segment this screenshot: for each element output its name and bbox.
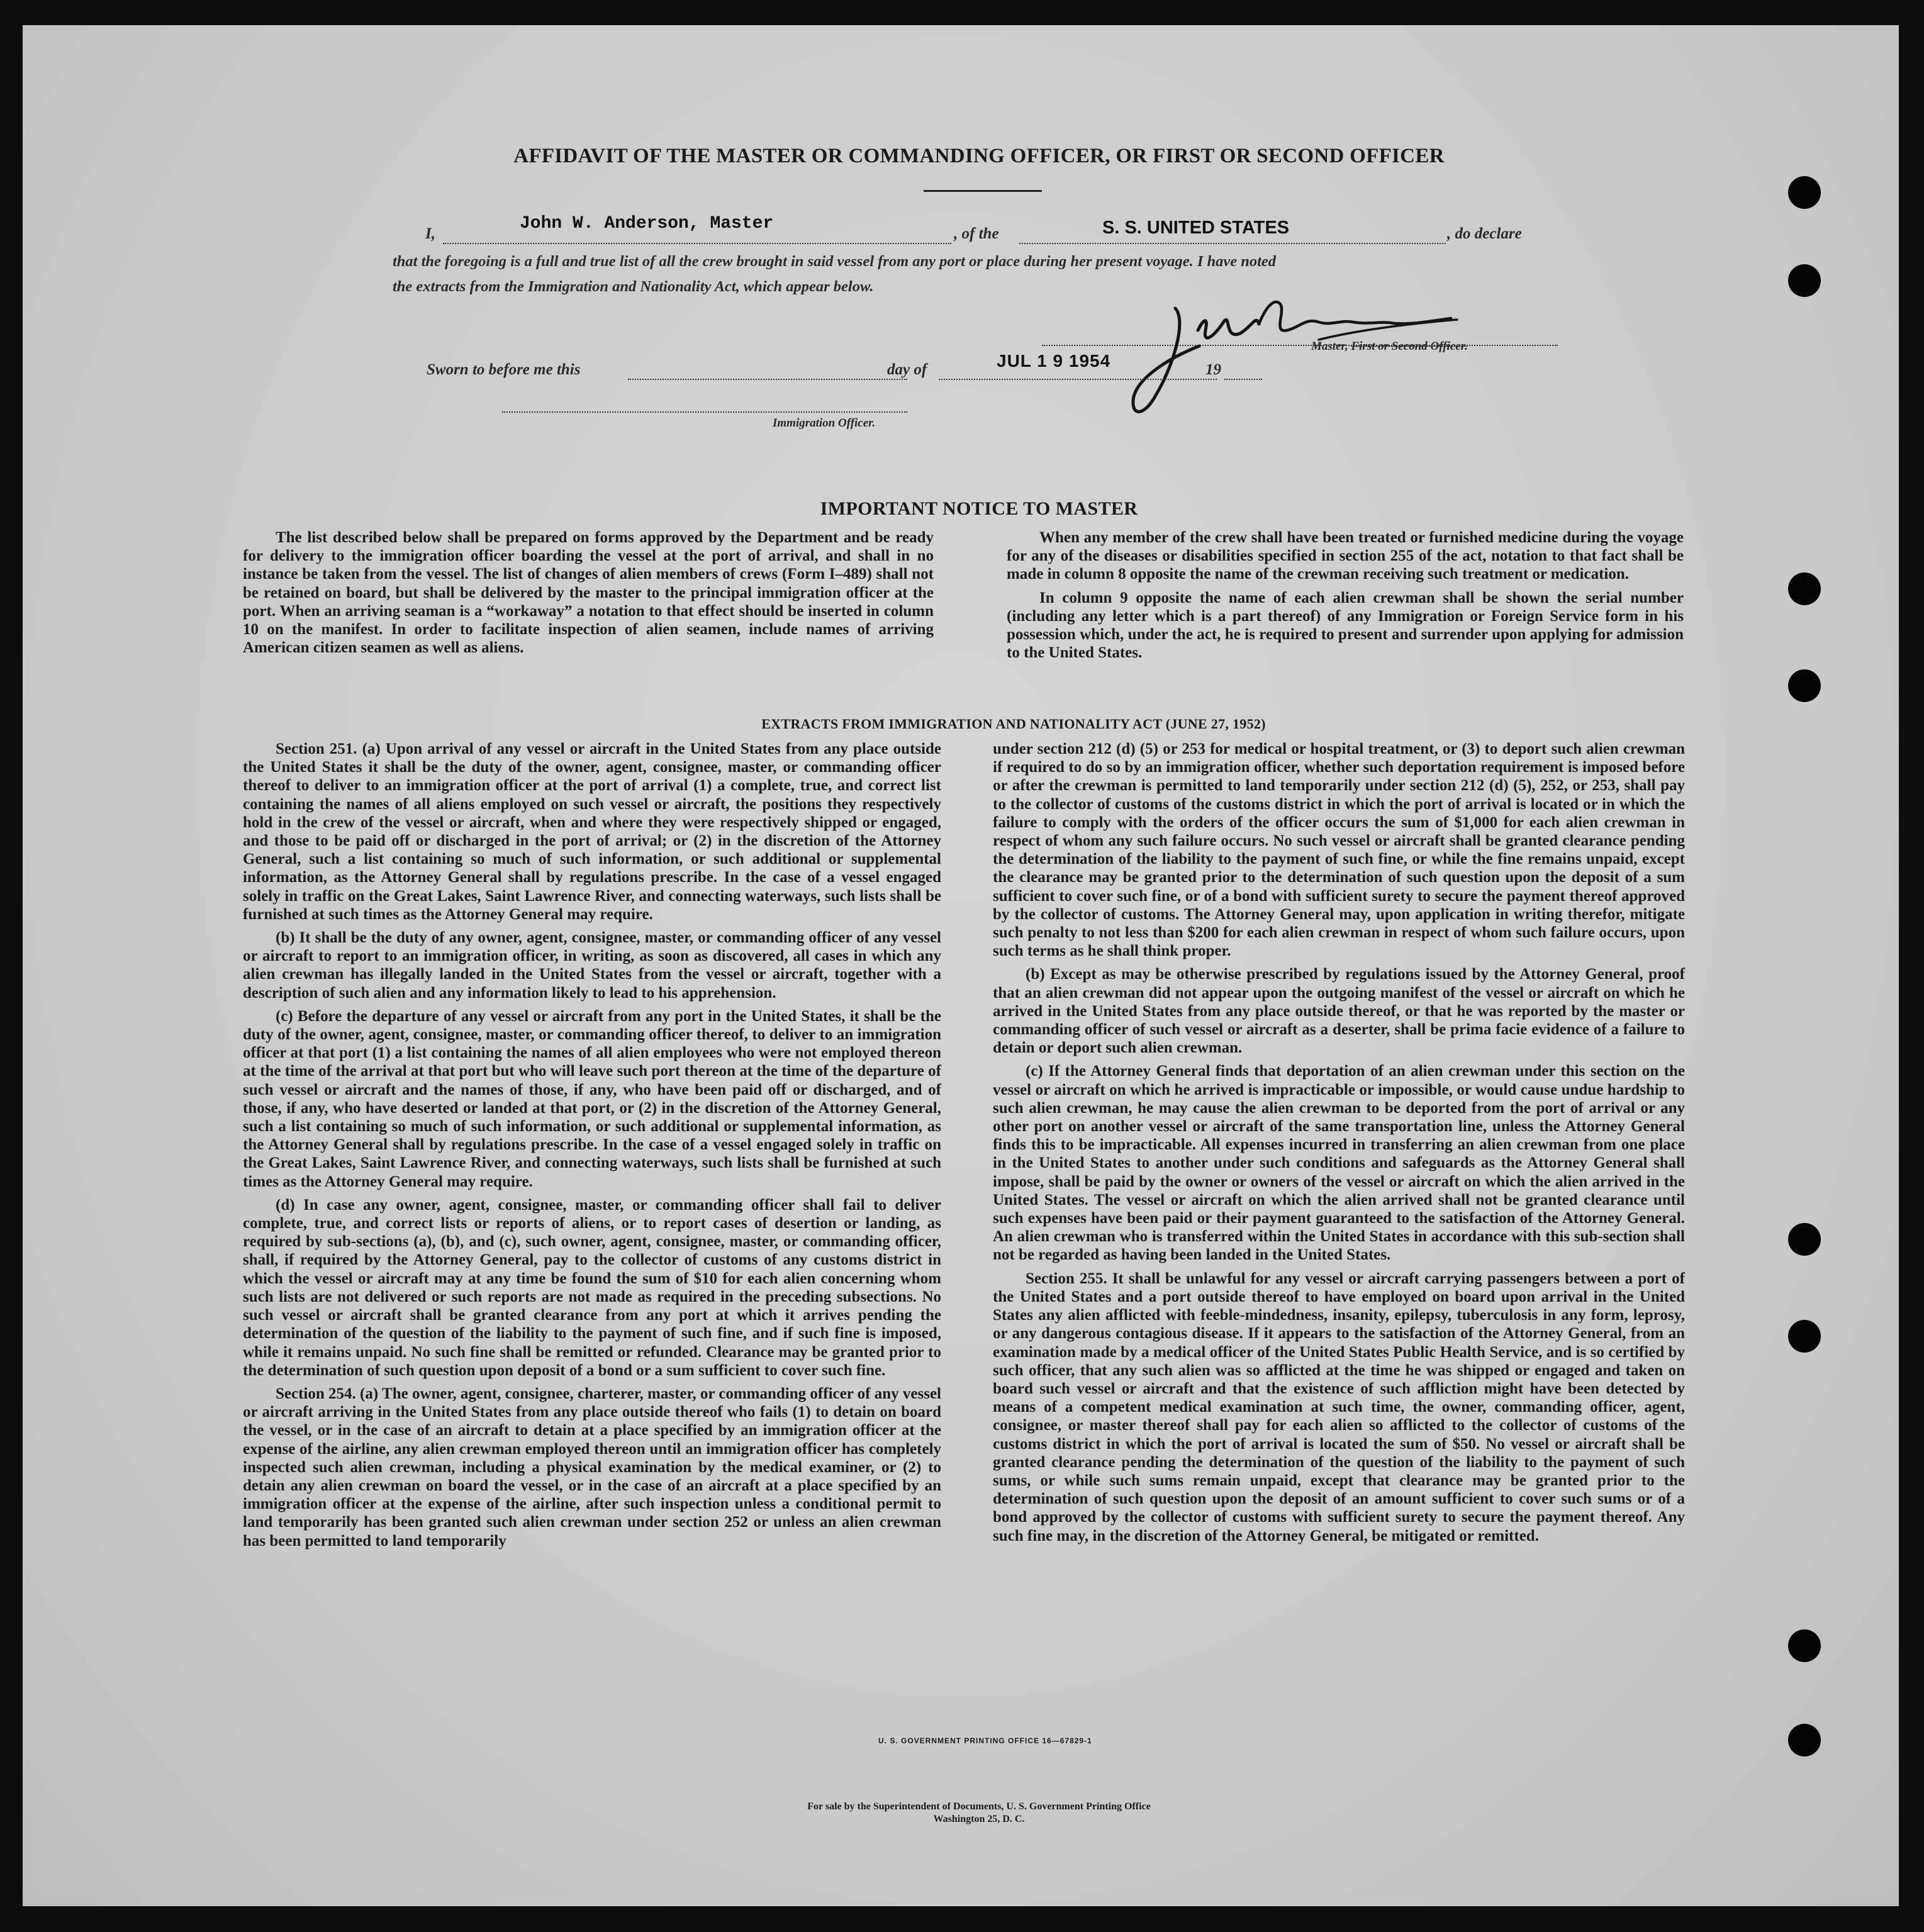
sale-line-2: Washington 25, D. C. (933, 1814, 1025, 1824)
notice-right-paragraph-1: When any member of the crew shall have been treated or furnished medicine during the voyage for any of the diseases or disabilities specified in section 255 of the act, notation to that fact shall be made in column 8 opposite the name of the crewman receiving such treatment or medication. (1007, 529, 1684, 583)
section-254-a-continued: under section 212 (d) (5) or 253 for medical or hospital treatment, or (3) to deport such alien crewman if required to do so by an immigration officer, whether such deportation requirement is imposed before or after the crewman is permitted to land temporarily under section 212 (d) (5), 252, or 253, shall pay to the collector of customs of the customs district in which the port of arrival is located or in which the failure to comply with the orders of the officer occurs the sum of $1,000 for each alien crewman in respect of whom any such failure occurs. No such vessel or aircraft shall be granted clearance pending the determination of the liability to the payment of such fine, or while the fine remains unpaid, except the clearance may be granted prior to the determination of such question upon the deposit of a sum sufficient to cover such fine, or of a bond with sufficient surety to secure the payment thereof approved by the collector of customs. The Attorney General may, upon application in writing therefor, mitigate such penalty to not less than $200 for each alien crewman in respect of whom such failure occurs, upon such terms as he shall think proper. (993, 740, 1685, 960)
sale-line-1: For sale by the Superintendent of Documents, U. S. Government Printing Office (807, 1801, 1151, 1812)
role-master: Master, (1311, 340, 1348, 353)
notice-left-paragraph: The list described below shall be prepared on forms approved by the Department and be ready for delivery to the immigration officer boarding the vessel at the port of arrival, and shall in no instance be taken from the vessel. The list of changes of alien members of crews (Form I–489) shall not be retained on board, but shall be delivered by the master to the principal immigration officer at the port. When an arriving seaman is a “workaway” a notation to that effect should be inserted in column 10 on the manifest. In order to facilitate inspection of alien seamen, include names of arriving American citizen seamen as well as aliens. (243, 529, 934, 657)
punch-hole-icon (1788, 176, 1821, 209)
punch-hole-icon (1788, 1724, 1821, 1756)
signature-role-label (1311, 340, 1468, 354)
title-divider (924, 190, 1042, 192)
punch-hole-icon (1788, 1629, 1821, 1662)
punch-hole-icon (1788, 264, 1821, 297)
affidavit-title: AFFIDAVIT OF THE MASTER OR COMMANDING OFFICER, OR FIRST OR SECOND OFFICER (513, 145, 1445, 167)
day-of-label: day of (887, 361, 927, 378)
punch-hole-icon (1788, 1223, 1821, 1256)
of-the-label: , of the (954, 225, 999, 242)
extracts-left-column (243, 740, 941, 1555)
immigration-officer-label: Immigration Officer. (773, 416, 876, 430)
i-label: I, (425, 225, 435, 242)
section-255: Section 255. It shall be unlawful for any vessel or aircraft carrying passengers between a port of the United States and a port outside thereof to have employed on board upon arrival in the United States any alien afflicted with feeble-mindedness, insanity, epilepsy, tuberculosis in any form, leprosy, or any dangerous contagious disease. If it appears to the satisfaction of the Attorney General, from an examination made by a medical officer of the United States Public Health Service, and is so certified by such officer, that any such alien was so afflicted at the time he was shipped or engaged and taken on board such vessel or aircraft and that the existence of such affliction might have been detected by means of a competent medical examination at such time, the owner, commanding officer, agent, consignee, or master thereof shall pay for each alien so afflicted to the collector of customs of the customs district in which the port of arrival is located the sum of $50. No vessel or aircraft shall be granted clearance pending the determination of the question of the liability to the payment of such sums, or while such sums remain unpaid, except that clearance may be granted prior to the determination of such question upon the deposit of an amount sufficient to cover such sums or of a bond approved by the collector of customs with sufficient surety to secure the payment thereof. Any such fine may, in the discretion of the Attorney General, be mitigated or remitted. (993, 1270, 1685, 1544)
role-struck-officer: First or Second Officer. (1351, 340, 1468, 353)
sale-notice (23, 1801, 1924, 1826)
vessel-fill-line (1019, 242, 1446, 244)
section-251-d: (d) In case any owner, agent, consignee, master, or commanding officer shall fail to deliver complete, true, and correct lists or reports of aliens, or to report cases of desertion or landing, as required by sub-sections (a), (b), and (c), such owner, agent, consignee, master, or commanding officer, shall, if required by the Attorney General, pay to the collector of customs of any customs district in which the vessel or aircraft may at any time be found the sum of $10 for each alien concerning whom such lists are not delivered or such reports are not made as required in the preceding subsections. No such vessel or aircraft shall be granted clearance from any port at which it arrives pending the determination of the question of the liability to the payment of such fine, and if such fine is imposed, while it remains unpaid. No such fine shall be remitted or refunded. Clearance may be granted prior to the determination of such question upon deposit of a bond or a sum sufficient to cover such fine. (243, 1196, 941, 1379)
day-fill-line (628, 377, 907, 380)
statement-line-2: the extracts from the Immigration and Nationality Act, which appear below. (393, 278, 874, 295)
section-251-a: Section 251. (a) Upon arrival of any vessel or aircraft in the United States from any place outside the United States it shall be the duty of the owner, agent, consignee, master, or commanding officer thereof to deliver to an immigration officer at the port of arrival (1) a complete, true, and correct list containing the names of all aliens employed on such vessel or aircraft, the positions they respectively hold in the crew of the vessel or aircraft, when and where they were respectively shipped or engaged, and those to be paid off or discharged in the port of arrival; or (2) in the discretion of the Attorney General, such a list containing so much of such information, or such additional or supplemental information, as the Attorney General shall by regulations prescribe. In the case of a vessel engaged solely in traffic on the Great Lakes, Saint Lawrence River, and connecting waterways, such lists shall be furnished at such times as the Attorney General may require. (243, 740, 941, 923)
sworn-label: Sworn to before me this (427, 361, 581, 378)
punch-hole-icon (1788, 1320, 1821, 1353)
notice-right-column (1007, 528, 1684, 667)
year-fill-line (1224, 377, 1262, 380)
section-251-c: (c) Before the departure of any vessel or aircraft from any port in the United States, it shall be the duty of the owner, agent, consignee, master, or commanding officer thereof, to deliver to an immigration officer at that port (1) a list containing the names of all alien employees who were not employed thereon at the time of the arrival at that port but who will leave such port thereon at the time of the departure of such vessel or aircraft and the names of those, if any, who have been paid off or discharged, and of those, if any, who have deserted or landed at that port, or (2) in the discretion of the Attorney General, such a list containing so much of such information, or such additional or supplemental information, as the Attorney General shall by regulations prescribe. In the case of a vessel engaged solely in traffic on the Great Lakes, Saint Lawrence River, and connecting waterways, such lists shall be furnished at such times as the Attorney General may require. (243, 1007, 941, 1190)
extracts-right-column (993, 740, 1685, 1550)
statement-line-1: that the foregoing is a full and true list of all the crew brought in said vessel from any port or place during her present voyage. I have noted (393, 253, 1277, 270)
year-prefix: 19 (1205, 361, 1221, 378)
extracts-title: EXTRACTS FROM IMMIGRATION AND NATIONALITY ACT (JUNE 27, 1952) (761, 716, 1266, 732)
section-254-b: (b) Except as may be otherwise prescribed by regulations issued by the Attorney General, proof that an alien crewman did not appear upon the outgoing manifest of the vessel or aircraft on which he arrived in the United States from any place outside thereof, or that he was reported by the master or commanding officer of such vessel or aircraft as a deserter, shall be prima facie evidence of a failure to detain or deport such alien crewman. (993, 966, 1685, 1057)
month-fill-line (939, 377, 1217, 380)
punch-hole-icon (1788, 669, 1821, 702)
notice-left-column (243, 528, 934, 662)
do-declare-label: , do declare (1447, 225, 1522, 242)
notice-right-paragraph-2: In column 9 opposite the name of each alien crewman shall be shown the serial number (including any letter which is a part thereof) of any Immigration or Foreign Service form in his possession which, under the act, he is required to present and surrender upon applying for admission to the United States. (1007, 589, 1684, 662)
vessel-name-field: S. S. UNITED STATES (1102, 218, 1290, 238)
gpo-print-line: U. S. GOVERNMENT PRINTING OFFICE 16—67829-1 (878, 1736, 1092, 1745)
section-254-c: (c) If the Attorney General finds that deportation of an alien crewman under this section on the vessel or aircraft on which he arrived is impracticable or impossible, or would cause undue hardship to such alien crewman, he may cause the alien crewman to be deported from the port of arrival or any other port on another vessel or aircraft of the same transportation line, unless the Attorney General finds this to be impracticable. All expenses incurred in transferring an alien crewman from one place in the United States to another under such conditions and safeguards as the Attorney General shall impose, shall be paid by the owner or owners of the vessel or aircraft on which the alien arrived in the United States. The vessel or aircraft on which the alien arrived shall not be granted clearance until such expenses have been paid or their payment guaranteed to the satisfaction of the Attorney General. An alien crewman who is transferred within the United States in accordance with this sub-section shall not be regarded as having been landed in the United States. (993, 1063, 1685, 1264)
date-stamp: JUL 1 9 1954 (997, 351, 1111, 371)
notice-title: IMPORTANT NOTICE TO MASTER (820, 498, 1138, 519)
section-251-b: (b) It shall be the duty of any owner, agent, consignee, master, or commanding officer of any vessel or aircraft to report to an immigration officer, in writing, as soon as discovered, all cases in which any alien crewman has illegally landed in the United States from the vessel or aircraft, together with a description of such alien and any information likely to lead to his apprehension. (243, 929, 941, 1002)
officer-sign-line (502, 410, 907, 413)
section-254-a: Section 254. (a) The owner, agent, consignee, charterer, master, or commanding officer of any vessel or aircraft arriving in the United States from any place outside thereof who fails (1) to detain on board the vessel, or in the case of an aircraft to detain at a place specified by an immigration officer at the expense of the airline, any alien crewman employed thereon until an immigration officer has completely inspected such alien crewman, including a physical examination by the medical examiner, or (2) to detain any alien crewman on board the vessel, or in the case of an aircraft at a place specified by an immigration officer at the expense of the airline, after such inspection unless a conditional permit to land temporarily has been granted such alien crewman under section 252 or unless an alien crewman has been permitted to land temporarily (243, 1385, 941, 1550)
master-name-field: John W. Anderson, Master (520, 214, 774, 233)
name-fill-line (443, 242, 951, 244)
document-page (23, 25, 1899, 1906)
punch-hole-icon (1788, 572, 1821, 605)
